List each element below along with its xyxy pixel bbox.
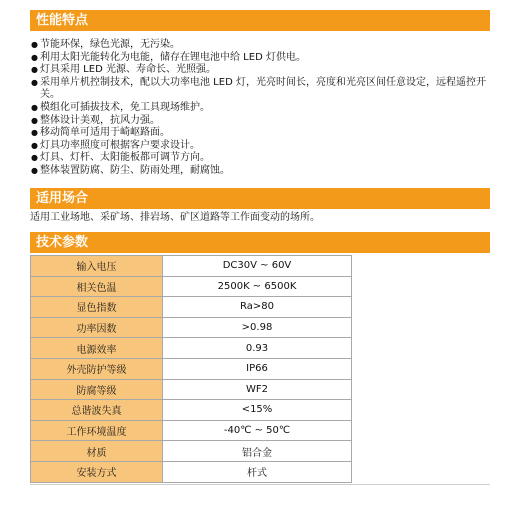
features-section-header: 性能特点 [30, 10, 490, 31]
table-row [31, 358, 352, 379]
table-row [31, 276, 352, 297]
feature-item: ● 整体设计美观，抗风力强。 [31, 115, 490, 128]
spec-value: 2500K ~ 6500K [163, 276, 352, 297]
spec-label: 电源效率 [31, 338, 163, 359]
feature-item: ● 灯具、灯杆、太阳能板都可调节方向。 [31, 152, 490, 165]
spec-label: 防腐等级 [31, 379, 163, 400]
usage-section-header: 适用场合 [30, 188, 490, 209]
params-section-header: 技术参数 [30, 232, 490, 253]
spec-value: WF2 [163, 379, 352, 400]
spec-label: 显色指数 [31, 297, 163, 318]
spec-label: 工作环境温度 [31, 420, 163, 441]
spec-value: 杆式 [163, 461, 352, 482]
table-row [31, 461, 352, 482]
spec-value: >0.98 [163, 317, 352, 338]
table-row [31, 317, 352, 338]
table-row [31, 400, 352, 421]
features-list [31, 39, 490, 178]
table-row [31, 379, 352, 400]
feature-item: ● 移动简单可适用于崎岖路面。 [31, 127, 490, 140]
feature-item: ● 节能环保，绿色光源，无污染。 [31, 39, 490, 52]
spec-value: -40℃ ~ 50℃ [163, 420, 352, 441]
spec-value: 铝合金 [163, 441, 352, 462]
usage-text: 适用工业场地、采矿场、排岩场、矿区道路等工作面变动的场所。 [30, 212, 320, 223]
spec-label: 功率因数 [31, 317, 163, 338]
spec-label: 安装方式 [31, 461, 163, 482]
feature-item: ● 整体装置防腐、防尘、防雨处理，耐腐蚀。 [31, 165, 490, 178]
spec-label: 材质 [31, 441, 163, 462]
spec-label: 外壳防护等级 [31, 358, 163, 379]
feature-item: ● 利用太阳光能转化为电能，储存在锂电池中给 LED 灯供电。 [31, 52, 490, 65]
feature-item: ● 灯具采用 LED 光源、寿命长、光照强。 [31, 64, 490, 77]
spec-label: 输入电压 [31, 256, 163, 277]
spec-label: 相关色温 [31, 276, 163, 297]
spec-value: 0.93 [163, 338, 352, 359]
table-row [31, 297, 352, 318]
spec-value: <15% [163, 400, 352, 421]
feature-item: ● 灯具功率照度可根据客户要求设计。 [31, 140, 490, 153]
table-row [31, 338, 352, 359]
feature-item: ● 采用单片机控制技术，配以大功率电池 LED 灯，光亮时间长，亮度和光亮区间任意设定，远程遥控开关。 [31, 77, 490, 102]
table-row [31, 420, 352, 441]
spec-value: IP66 [163, 358, 352, 379]
spec-value: Ra>80 [163, 297, 352, 318]
feature-item: ● 模组化可插拔技术，免工具现场维护。 [31, 102, 490, 115]
table-row [31, 256, 352, 277]
divider [30, 484, 490, 485]
table-row [31, 441, 352, 462]
spec-table [30, 255, 352, 483]
spec-label: 总谐波失真 [31, 400, 163, 421]
spec-value: DC30V ~ 60V [163, 256, 352, 277]
